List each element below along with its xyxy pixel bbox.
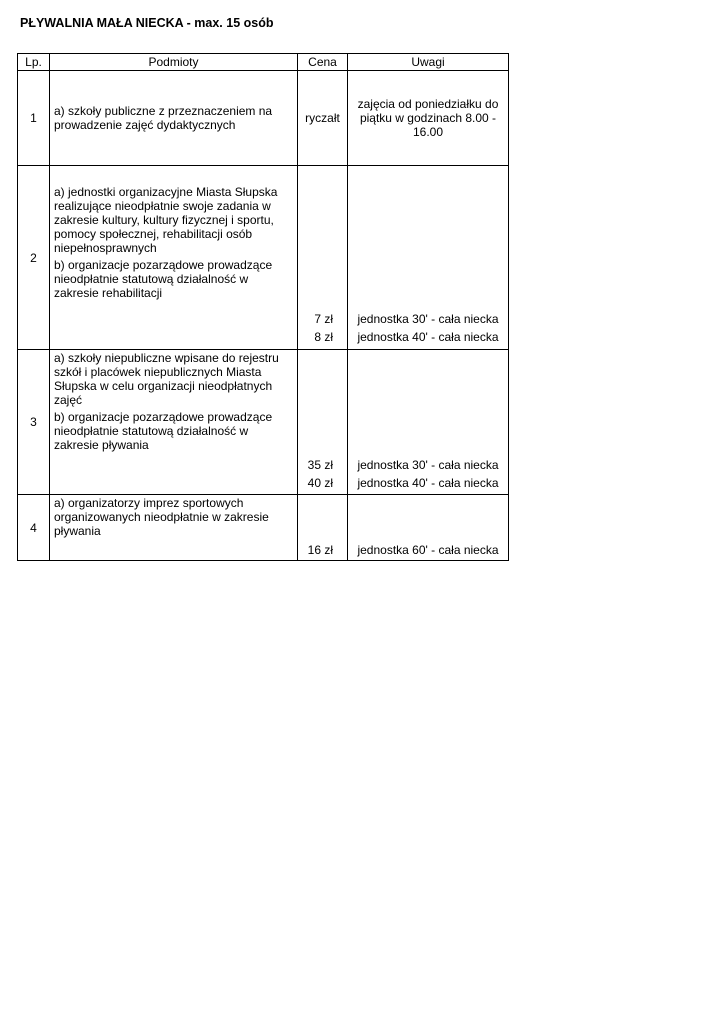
- row-number: 2: [18, 166, 50, 350]
- podmiot-text: a) jednostki organizacyjne Miasta Słupska realizujące nieodpłatnie swoje zadania w zakresie kultury, kultury fizycznej i sportu, pomocy społecznej, rehabilitacji osób niepełnosprawnych: [54, 185, 278, 255]
- uwagi-text: jednostka 30' - cała niecka: [357, 312, 499, 326]
- podmiot-text: b) organizacje pozarządowe prowadzące nieodpłatnie statutową działalność w zakresie pływania: [54, 410, 273, 452]
- price-table: [17, 53, 509, 561]
- row-cena: [298, 350, 348, 495]
- row-number: 3: [18, 350, 50, 495]
- podmiot-text: a) szkoły publiczne z przeznaczeniem na prowadzenie zajęć dydaktycznych: [54, 104, 273, 132]
- table-row: [18, 350, 509, 495]
- header-podmioty: Podmioty: [50, 54, 298, 71]
- cena-value: 7 zł: [314, 312, 333, 326]
- podmiot-text: a) szkoły niepubliczne wpisane do rejestru szkół i placówek niepublicznych Miasta Słupska w celu organizacji nieodpłatnych zajęć: [54, 351, 279, 407]
- row-uwagi: [348, 166, 509, 350]
- cena-value: 35 zł: [307, 458, 333, 472]
- row-uwagi: [348, 495, 509, 561]
- row-number: 4: [18, 495, 50, 561]
- row-podmioty: [50, 166, 298, 350]
- table-row: [18, 166, 509, 350]
- cena-value: 8 zł: [314, 330, 333, 344]
- row-number: 1: [18, 71, 50, 166]
- header-lp: Lp.: [18, 54, 50, 71]
- row-podmioty: [50, 71, 298, 166]
- row-cena: [298, 495, 348, 561]
- podmiot-text: b) organizacje pozarządowe prowadzące nieodpłatnie statutową działalność w zakresie rehabilitacji: [54, 258, 273, 300]
- header-cena: Cena: [298, 54, 348, 71]
- table-row: [18, 495, 509, 561]
- table-row: [18, 71, 509, 166]
- row-cena: ryczałt: [298, 71, 348, 166]
- podmiot-text: a) organizatorzy imprez sportowych organizowanych nieodpłatnie w zakresie pływania: [54, 496, 269, 538]
- document-title: PŁYWALNIA MAŁA NIECKA - max. 15 osób: [20, 16, 274, 30]
- uwagi-text: jednostka 60' - cała niecka: [357, 543, 499, 557]
- row-podmioty: [50, 350, 298, 495]
- row-uwagi: [348, 350, 509, 495]
- row-podmioty: [50, 495, 298, 561]
- header-uwagi: Uwagi: [348, 54, 509, 71]
- row-uwagi: zajęcia od poniedziałku do piątku w godzinach 8.00 - 16.00: [348, 71, 509, 166]
- table-header-row: [18, 54, 509, 71]
- uwagi-text: jednostka 30' - cała niecka: [357, 458, 499, 472]
- uwagi-text: jednostka 40' - cała niecka: [357, 330, 499, 344]
- uwagi-text: jednostka 40' - cała niecka: [357, 476, 499, 490]
- row-cena: [298, 166, 348, 350]
- cena-value: 16 zł: [307, 543, 333, 557]
- cena-value: 40 zł: [307, 476, 333, 490]
